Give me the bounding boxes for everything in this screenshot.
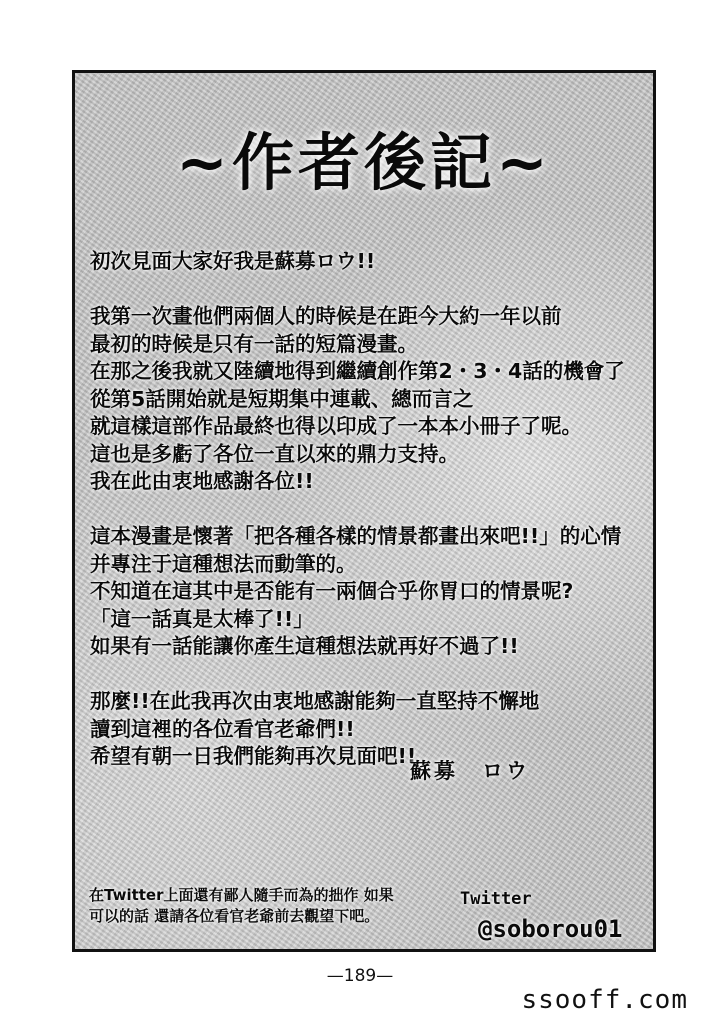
text-line: 并專注于這種想法而動筆的。 [90, 551, 357, 576]
text-line: 可以的話 還請各位看官老爺前去觀望下吧。 [89, 907, 380, 925]
text-line: 我在此由衷地感謝各位!! [90, 469, 314, 493]
afterword-panel [72, 70, 656, 952]
text-line: 在Twitter上面還有鄙人隨手而為的拙作 如果 [89, 886, 394, 904]
text-line: 如果有一話能讓你產生這種想法就再好不過了!! [90, 634, 519, 658]
author-signature: 蘇募 ロウ [410, 759, 530, 783]
text-line: 不知道在這其中是否能有一兩個合乎你胃口的情景呢? [90, 579, 574, 603]
text-line: 那麼!!在此我再次由衷地感謝能夠一直堅持不懈地 [90, 689, 540, 713]
paragraph-greeting [90, 248, 643, 276]
text-line: 「這一話真是太棒了!!」 [90, 606, 314, 631]
twitter-label: Twitter [460, 889, 532, 909]
text-line: 就這樣這部作品最終也得以印成了一本本小冊子了呢。 [90, 414, 582, 438]
paragraph-intent [90, 523, 643, 661]
text-line: 我第一次畫他們兩個人的時候是在距今大約一年以前 [90, 304, 562, 328]
text-line: 讀到這裡的各位看官老爺們!! [90, 716, 355, 741]
paragraph-thanks [90, 688, 643, 771]
page-number: —189— [326, 966, 394, 986]
text-line: 這本漫畫是懷著「把各種各樣的情景都畫出來吧!!」的心情 [90, 524, 622, 548]
afterword-body [90, 248, 643, 798]
text-line: 最初的時候是只有一話的短篇漫畫。 [90, 331, 418, 356]
text-line: 初次見面大家好我是蘇募ロウ!! [90, 249, 376, 273]
paragraph-history [90, 303, 643, 496]
twitter-note [89, 885, 394, 927]
text-line: 在那之後我就又陸續地得到繼續創作第2・3・4話的機會了 [90, 359, 625, 383]
page-title: ~作者後記~ [176, 126, 552, 199]
text-line: 希望有朝一日我們能夠再次見面吧!! [90, 744, 417, 768]
text-line: 從第5話開始就是短期集中連載、總而言之 [90, 386, 474, 411]
site-watermark: ssooff.com [521, 985, 688, 1015]
twitter-handle: @soborou01 [478, 915, 623, 943]
text-line: 這也是多虧了各位一直以來的鼎力支持。 [90, 441, 459, 466]
